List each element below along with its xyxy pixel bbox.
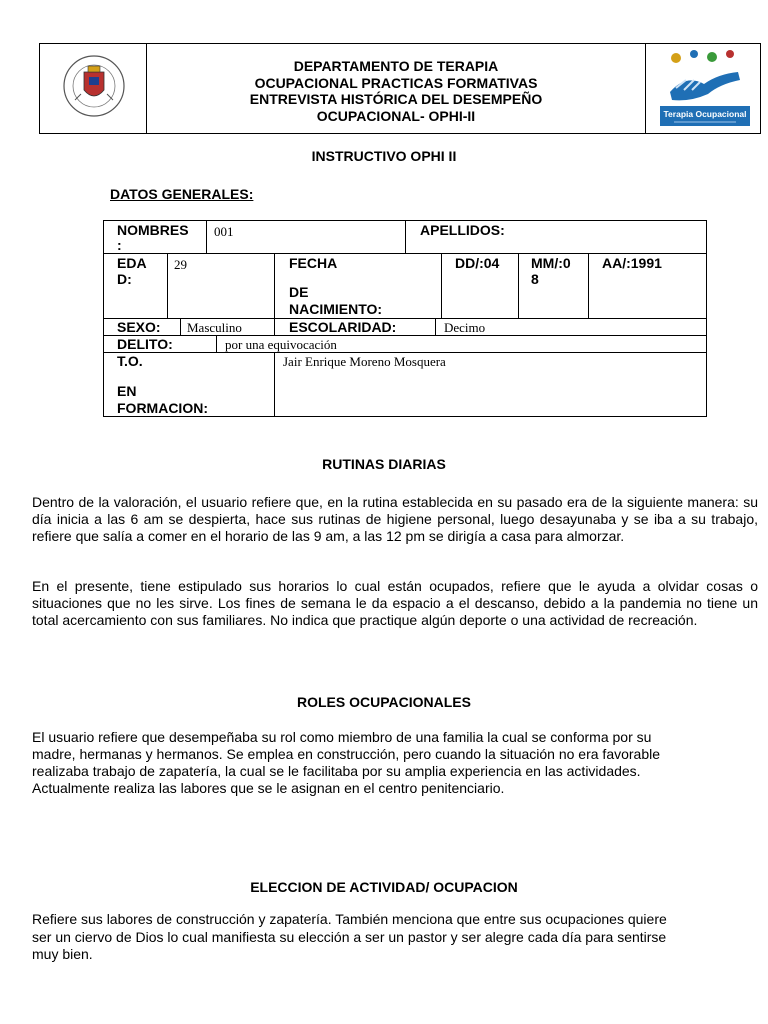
- escolaridad-label-cell: [274, 318, 436, 336]
- delito-label-cell: [103, 335, 217, 353]
- apellidos-cell: [405, 220, 707, 254]
- roles-line: madre, hermanas y hermanos. Se emplea en construcción, pero cuando la situación no era favorable: [32, 746, 661, 762]
- nombres-value-cell: [206, 220, 406, 254]
- nombres-label-cell: [103, 220, 207, 254]
- to-value-cell: [274, 352, 707, 417]
- edad-value-cell: [167, 253, 275, 319]
- university-seal-logo: [40, 44, 146, 133]
- sexo-value-cell: [180, 318, 275, 336]
- delito-value-cell: [216, 335, 707, 353]
- eleccion-line: muy bien.: [32, 946, 93, 962]
- sexo-value: Masculino: [187, 320, 242, 335]
- fecha-label-de: DE: [289, 284, 309, 300]
- edad-label-cell: [103, 253, 168, 319]
- instructivo-heading: INSTRUCTIVO OPHI II: [311, 148, 457, 164]
- title-line: OCUPACIONAL- OPHI-II: [316, 107, 476, 124]
- dd-value: DD/:04: [455, 255, 500, 271]
- sexo-label: SEXO:: [117, 319, 161, 335]
- mm-value: MM/:0: [531, 255, 571, 271]
- sexo-label-cell: [103, 318, 181, 336]
- roles-line: El usuario refiere que desempeñaba su rol como miembro de una familia la cual se conforma por su: [32, 729, 652, 745]
- nombres-label: NOMBRES: [117, 222, 189, 238]
- fecha-label: FECHA: [289, 255, 338, 271]
- title-line: DEPARTAMENTO DE TERAPIA: [293, 58, 499, 74]
- fecha-label-cell: [274, 253, 442, 319]
- datos-generales-heading: DATOS GENERALES:: [110, 186, 254, 202]
- roles-line: realizaba trabajo de zapatería, la cual se le facilitaba por su amplia experiencia en las actividades.: [32, 763, 641, 779]
- edad-value: 29: [174, 257, 187, 272]
- mm-cell: [518, 253, 589, 319]
- mm-value-cont: 8: [531, 271, 539, 287]
- edad-label: EDA: [117, 255, 147, 271]
- aa-value: AA/:1991: [602, 255, 662, 271]
- apellidos-label: APELLIDOS:: [420, 222, 505, 238]
- to-value: Jair Enrique Moreno Mosquera: [283, 354, 446, 369]
- edad-label-cont: D:: [117, 271, 132, 287]
- delito-label: DELITO:: [117, 336, 173, 352]
- rutinas-paragraph-1: Dentro de la valoración, el usuario refiere que, en la rutina establecida en su pasado era de la siguiente manera: su día inicia a las 6 am se despierta, hace sus rutinas de higiene personal, luego desayunaba y se iba a su trabajo, refiere que salía a comer en el horario de las 9 am, a las 12 pm se dirigía a casa para almorzar.: [32, 494, 758, 544]
- rutinas-paragraph-2: En el presente, tiene estipulado sus horarios lo cual están ocupados, refiere que le ayuda a olvidar cosas o situaciones que no les sirve. Los fines de semana le da espacio a el descanso, debido a la pandemia no tiene un total acercamiento con sus familiares. No indica que practique algún deporte o una actividad de recreación.: [32, 578, 758, 628]
- document-title: [147, 58, 645, 124]
- logo-text: Terapia Ocupacional: [663, 109, 747, 119]
- escolaridad-label: ESCOLARIDAD:: [289, 319, 397, 335]
- datos-generales-table: [103, 220, 707, 417]
- roles-heading: ROLES OCUPACIONALES: [297, 694, 471, 710]
- to-label-formacion: FORMACION:: [117, 400, 208, 416]
- dd-cell: [441, 253, 519, 319]
- eleccion-line: Refiere sus labores de construcción y zapatería. También menciona que entre sus ocupaciones quiere: [32, 911, 667, 927]
- escolaridad-value-cell: [435, 318, 707, 336]
- escolaridad-value: Decimo: [444, 320, 486, 335]
- eleccion-heading: ELECCION DE ACTIVIDAD/ OCUPACION: [250, 879, 518, 895]
- eleccion-line: ser un ciervo de Dios lo cual manifiesta su elección a ser un pastor y ser alegre cada día para sentirse: [32, 928, 667, 945]
- roles-paragraph: [32, 729, 758, 797]
- rutinas-heading: RUTINAS DIARIAS: [322, 456, 446, 472]
- delito-value: por una equivocación: [225, 337, 337, 352]
- program-logo-cell: [645, 44, 760, 133]
- nombres-value: 001: [214, 224, 234, 239]
- fecha-label-nacimiento: NACIMIENTO:: [289, 301, 383, 317]
- nombres-label-colon: :: [117, 237, 122, 253]
- roles-line: Actualmente realiza las labores que se le asignan en el centro penitenciario.: [32, 780, 505, 796]
- to-label: T.O.: [117, 353, 143, 369]
- title-line: ENTREVISTA HISTÓRICA DEL DESEMPEÑO: [249, 91, 543, 107]
- terapia-ocupacional-logo: [646, 44, 760, 133]
- eleccion-paragraph: [32, 911, 758, 964]
- university-logo-cell: [40, 44, 147, 133]
- title-line: OCUPACIONAL PRACTICAS FORMATIVAS: [254, 74, 538, 91]
- to-label-cell: [103, 352, 275, 417]
- document-header: [39, 43, 761, 134]
- aa-cell: [588, 253, 707, 319]
- to-label-en: EN: [117, 383, 137, 399]
